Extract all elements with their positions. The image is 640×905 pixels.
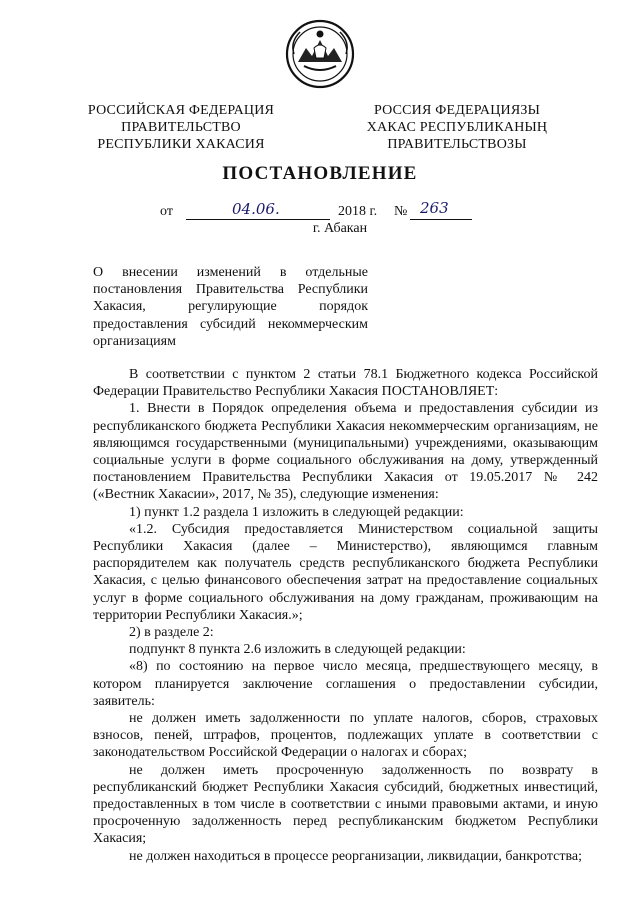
year-text: 2018 г.	[338, 204, 378, 219]
body-paragraph: 1. Внести в Порядок определения объема и предоставления субсидии из республиканского бюджета Республики Хакасия некоммерческим организациям, не являющимся государственными (муниципальными) учреждениями, оказывающим социальные услуги в форме социального обслуживания на дому, утвержденный постановлением Правительства Республики Хакасия от 19.05.2017 № 242 («Вестник Хакасии», 2017, № 35), следующие изменения:	[93, 401, 598, 503]
handwritten-number: 263	[420, 199, 449, 217]
body-paragraph: 1) пункт 1.2 раздела 1 изложить в следующей редакции:	[129, 504, 464, 520]
handwritten-date: 04.06.	[232, 200, 280, 218]
body-paragraph: «1.2. Субсидия предоставляется Министерством социальной защиты Республики Хакасия (далее – Министерство), являющимся главным распорядителем как получатель средств республиканского бюджета Республики Хакасия, с целью финансового обеспечения затрат на предоставление социальных услуг в форме социального обслуживания на дому гражданам, проживающим на территории Республики Хакасия.»;	[93, 521, 598, 623]
header-left-line: ПРАВИТЕЛЬСТВО	[121, 120, 241, 135]
coat-of-arms-emblem	[284, 18, 356, 90]
number-underline	[410, 219, 472, 220]
city-name: г. Абакан	[312, 221, 368, 236]
header-right-line: РОССИЯ ФЕДЕРАЦИЯЗЫ	[373, 103, 541, 118]
header-right-block	[344, 102, 570, 153]
body-paragraph: не должен иметь просроченную задолженность по возврату в республиканский бюджет Республики Хакасия субсидий, бюджетных инвестиций, предоставленных в том числе в соответствии с иными правовыми актами, и иную просроченную задолженность перед республиканским бюджетом Республики Хакасия;	[93, 762, 598, 847]
header-left-line: РОССИЙСКАЯ ФЕДЕРАЦИЯ	[87, 103, 275, 118]
header-left-block	[68, 102, 294, 153]
date-number-line	[0, 199, 640, 222]
document-subject: О внесении изменений в отдельные постановления Правительства Республики Хакасия, регулирующие порядок предоставления субсидий некоммерческим организациям	[93, 265, 368, 349]
header-right-line: ПРАВИТЕЛЬСТВОЗЫ	[387, 137, 527, 152]
document-type-title: ПОСТАНОВЛЕНИЕ	[222, 163, 418, 184]
body-paragraph: В соответствии с пунктом 2 статьи 78.1 Бюджетного кодекса Российской Федерации Правительство Республики Хакасия ПОСТАНОВЛЯЕТ:	[93, 367, 598, 400]
document-body	[93, 366, 598, 865]
number-label: №	[394, 204, 408, 219]
body-paragraph: подпункт 8 пункта 2.6 изложить в следующей редакции:	[129, 642, 466, 658]
date-underline	[186, 219, 330, 220]
from-label: от	[160, 204, 173, 219]
body-paragraph: 2) в разделе 2:	[129, 625, 214, 641]
header-left-line: РЕСПУБЛИКИ ХАКАСИЯ	[97, 137, 265, 152]
header-right-line: ХАКАС РЕСПУБЛИКАНЫҢ	[366, 120, 548, 135]
body-paragraph: не должен иметь задолженности по уплате налогов, сборов, страховых взносов, пеней, штрафов, процентов, подлежащих уплате в соответствии с законодательством Российской Федерации о налогах и сборах;	[93, 711, 598, 761]
body-paragraph: «8) по состоянию на первое число месяца, предшествующего месяцу, в котором планируется заключение соглашения о предоставлении субсидии, заявитель:	[93, 659, 598, 709]
body-paragraph: не должен находиться в процессе реорганизации, ликвидации, банкротства;	[129, 848, 583, 864]
